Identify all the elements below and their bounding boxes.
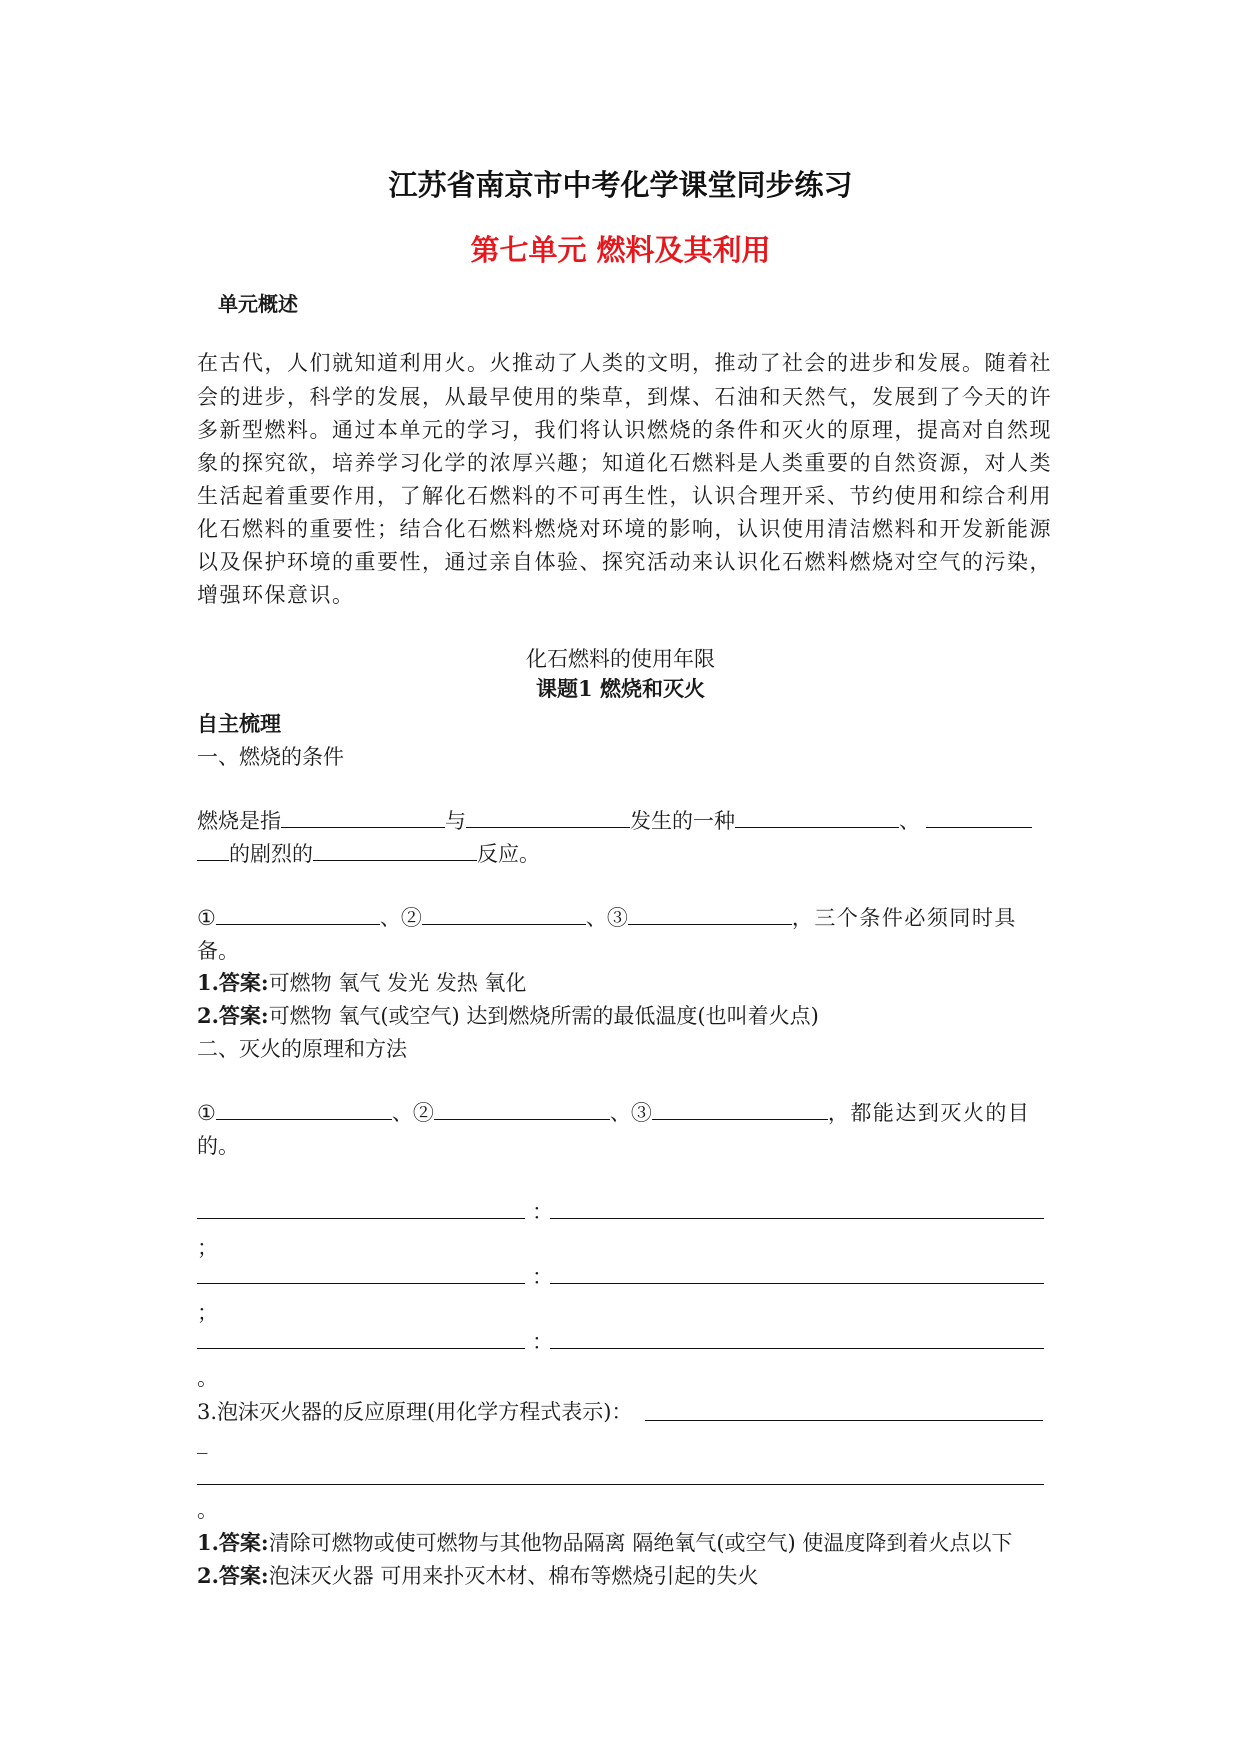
unit-title: 第七单元 燃料及其利用: [470, 233, 771, 267]
conditions-line1: [197, 902, 1017, 932]
circled-number: ③: [630, 1101, 652, 1125]
answer-text: 清除可燃物或使可燃物与其他物品隔离 隔绝氧气(或空气) 使温度降到着火点以下: [268, 1531, 1013, 1555]
separator: 、: [391, 1101, 413, 1125]
overview-line: 生活起着重要作用，了解化石燃料的不可再生性，认识合理开采、节约使用和综合利用: [197, 484, 1052, 508]
overview-heading: 单元概述: [218, 292, 298, 316]
definition-text: 、: [899, 809, 920, 833]
foam-question: 3.泡沫灭火器的反应原理(用化学方程式表示)：: [197, 1400, 633, 1424]
answer-line: [197, 1527, 1012, 1557]
blank-field[interactable]: [628, 902, 792, 925]
blank-field[interactable]: [216, 902, 380, 925]
answer-line-right[interactable]: [550, 1218, 1044, 1219]
circled-number: ①: [197, 1101, 216, 1125]
equation-line-full[interactable]: [197, 1484, 1044, 1485]
separator: 、: [379, 906, 401, 930]
answer-text: 泡沫灭火器 可用来扑灭木材、棉布等燃烧引起的失火: [268, 1564, 759, 1588]
blank-field[interactable]: [422, 902, 586, 925]
definition-text: 与: [445, 809, 466, 833]
answer-text: 可燃物 氧气 发光 发热 氧化: [268, 971, 527, 995]
answer-line: [197, 1000, 819, 1030]
blank-field[interactable]: [926, 805, 1032, 828]
definition-text: 发生的一种: [630, 809, 735, 833]
circled-number: ②: [400, 906, 422, 930]
answer-label: 2.答案:: [197, 1003, 269, 1028]
circled-number: ②: [412, 1101, 434, 1125]
blank-field[interactable]: [434, 1097, 610, 1120]
answer-line-right[interactable]: [550, 1348, 1044, 1349]
conditions-tail: ，三个条件必须同时具: [791, 906, 1017, 930]
blank-field[interactable]: [281, 805, 445, 828]
extinguish-tail2: 的。: [197, 1134, 239, 1158]
definition-text: 燃烧是指: [197, 809, 281, 833]
extinguish-line1: [197, 1097, 1030, 1127]
section1-heading: 一、燃烧的条件: [197, 745, 344, 769]
separator: 、: [609, 1101, 631, 1125]
answer-text: 可燃物 氧气(或空气) 达到燃烧所需的最低温度(也叫着火点): [268, 1004, 819, 1028]
definition-text: 反应。: [477, 842, 540, 866]
section2-heading: 二、灭火的原理和方法: [197, 1037, 407, 1061]
blank-field[interactable]: [216, 1097, 392, 1120]
answer-line-left[interactable]: [197, 1218, 525, 1219]
circled-number: ①: [197, 906, 216, 930]
conditions-tail2: 备。: [197, 939, 239, 963]
answer-line-left[interactable]: [197, 1348, 525, 1349]
colon: ：: [532, 1330, 553, 1354]
extinguish-tail: ，都能达到灭火的目: [827, 1101, 1031, 1125]
colon: ：: [532, 1200, 553, 1224]
combustion-definition-line2: [197, 838, 540, 868]
answer-line: [197, 967, 526, 997]
answer-label: 1.答案:: [197, 1530, 269, 1555]
blank-field[interactable]: [466, 805, 630, 828]
period: 。: [197, 1366, 218, 1390]
equation-line[interactable]: [645, 1420, 1043, 1421]
overview-line: 会的进步，科学的发展，从最早使用的柴草，到煤、石油和天然气，发展到了今天的许: [197, 385, 1052, 409]
lesson-title: 课题1 燃烧和灭火: [536, 676, 705, 701]
blank-field[interactable]: [197, 838, 229, 861]
overview-line: 象的探究欲，培养学习化学的浓厚兴趣；知道化石燃料是人类重要的自然资源，对人类: [197, 451, 1052, 475]
answer-line-right[interactable]: [550, 1283, 1044, 1284]
definition-text: 的剧烈的: [229, 842, 313, 866]
blank-field[interactable]: [313, 838, 477, 861]
overview-line: 化石燃料的重要性；结合化石燃料燃烧对环境的影响，认识使用清洁燃料和开发新能源: [197, 517, 1052, 541]
answer-label: 2.答案:: [197, 1563, 269, 1588]
semicolon: ；: [197, 1236, 218, 1260]
overview-line: 多新型燃料。通过本单元的学习，我们将认识燃烧的条件和灭火的原理，提高对自然现: [197, 418, 1052, 442]
self-study-heading: 自主梳理: [197, 711, 281, 736]
answer-line-left[interactable]: [197, 1283, 525, 1284]
colon: ：: [532, 1265, 553, 1289]
combustion-definition-line1: [197, 805, 1032, 835]
period: 。: [197, 1498, 218, 1522]
blank-field[interactable]: [652, 1097, 828, 1120]
overview-line: 以及保护环境的重要性，通过亲自体验、探究活动来认识化石燃料燃烧对空气的污染，: [197, 550, 1052, 574]
circled-number: ③: [606, 906, 628, 930]
answer-line: [197, 1560, 758, 1590]
blank-field[interactable]: [735, 805, 899, 828]
figure-caption: 化石燃料的使用年限: [526, 647, 715, 671]
separator: 、: [585, 906, 607, 930]
underscore-mark: _: [197, 1430, 208, 1454]
overview-line: 在古代，人们就知道利用火。火推动了人类的文明，推动了社会的进步和发展。随着社: [197, 351, 1052, 375]
overview-line: 增强环保意识。: [197, 583, 355, 607]
page-title: 江苏省南京市中考化学课堂同步练习: [388, 168, 853, 202]
answer-label: 1.答案:: [197, 970, 269, 995]
semicolon: ；: [197, 1301, 218, 1325]
